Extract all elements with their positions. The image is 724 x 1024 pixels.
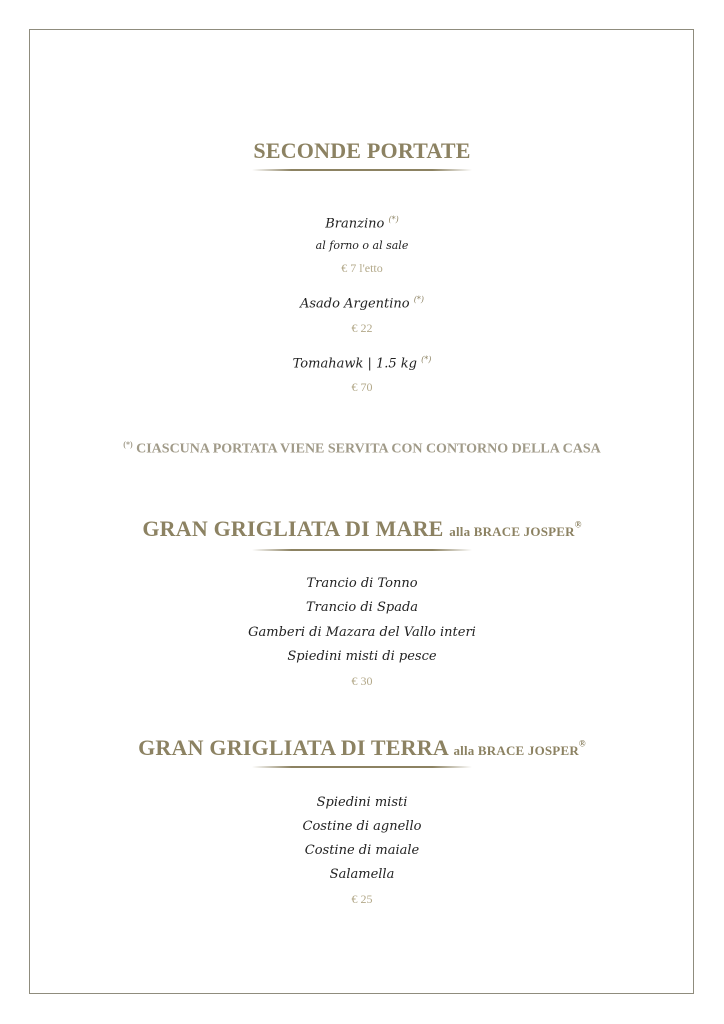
menu-item-price: € 30 [351, 674, 373, 688]
menu-item-price: € 25 [351, 892, 373, 906]
menu-item-name: Asado Argentino (*) [299, 295, 425, 312]
list-item: Trancio di Tonno [306, 576, 418, 591]
list-item: Spiedini misti di pesce [287, 649, 437, 664]
title-underline [252, 766, 472, 768]
menu-item-price: € 7 l'etto [341, 261, 383, 275]
section-title-seconde: SECONDE PORTATE [253, 138, 471, 163]
list-item: Trancio di Spada [305, 600, 419, 615]
list-item: Spiedini misti [316, 795, 408, 810]
menu-item-description: al forno o al sale [315, 239, 409, 252]
section-title-mare: GRAN GRIGLIATA DI MARE alla BRACE JOSPER® [142, 516, 582, 541]
menu-item-price: € 22 [351, 321, 373, 335]
list-item: Salamella [329, 867, 395, 882]
side-dish-note: (*) CIASCUNA PORTATA VIENE SERVITA CON CONTORNO DELLA CASA [123, 440, 601, 457]
menu-item-name: Branzino (*) [325, 215, 399, 232]
section-title-terra: GRAN GRIGLIATA DI TERRA alla BRACE JOSPER® [138, 735, 586, 760]
list-item: Costine di maiale [304, 843, 420, 858]
menu-item-name: Tomahawk | 1.5 kg (*) [292, 355, 432, 372]
list-item: Costine di agnello [302, 819, 422, 834]
title-underline [252, 169, 472, 171]
title-underline [252, 549, 472, 551]
menu-item-price: € 70 [351, 380, 373, 394]
list-item: Gamberi di Mazara del Vallo interi [248, 625, 476, 640]
